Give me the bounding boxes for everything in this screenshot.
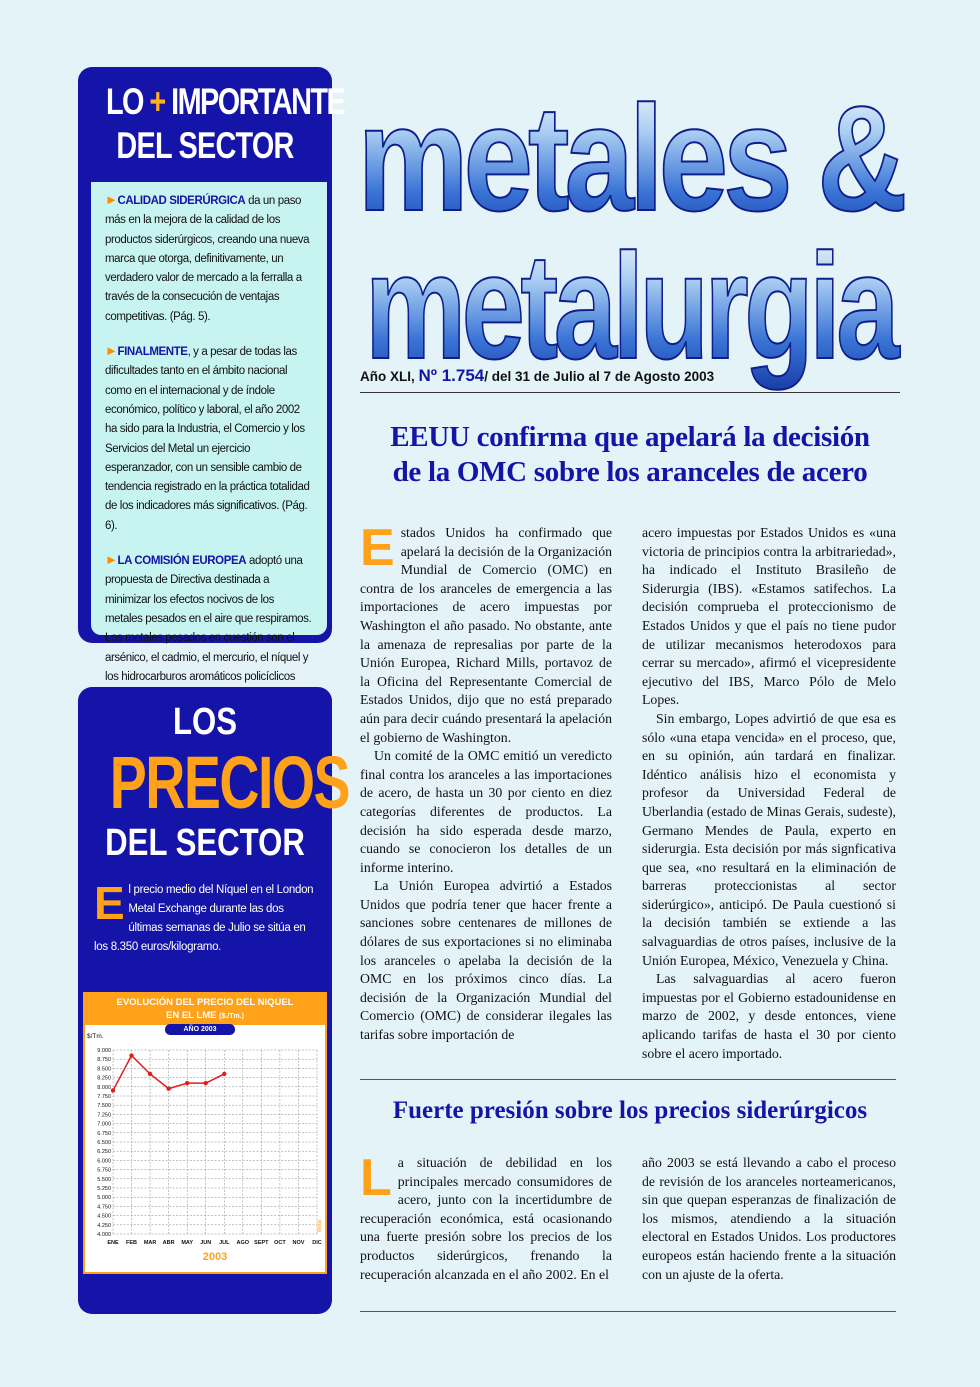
chart-title <box>85 994 325 1025</box>
issue-number: Nº 1.754 <box>418 366 485 385</box>
highlight-text: adoptó una propuesta de Directiva destinada a minimizar los efectos nocivos de los metales pesados en el aire que respiramos. Los metales pesados en cuestión son el arsénico, el cadmio, el mercurio, el níquel y los hidrocarburos aromáticos policíclicos <box>105 555 312 683</box>
y-tick-label: 5.000 <box>97 1195 111 1202</box>
chart-title-line1: EVOLUCIÓN DEL PRECIO DEL NIQUEL <box>116 997 294 1008</box>
drop-cap: E <box>360 519 395 577</box>
title-sector: DEL SECTOR <box>105 822 305 864</box>
y-tick-label: 6.500 <box>97 1140 111 1146</box>
title-part: LO <box>105 81 143 122</box>
paragraph: La Unión Europea advirtió a Estados Unidos que podría tener que hacer frente a sanciones sobre centenares de millones de dólares de sus exportaciones si no eliminaba los aranceles o apelaba la decisión de la OMC en los próximos cinco días. La decisión de la Organización Mundial del Comercio (OMC) de considerar ilegales las tarifas sobre importación de <box>360 878 612 1043</box>
title-precios: PRECIOS <box>109 741 350 824</box>
paragraph-text: a situación de debilidad en los principales mercado consumidores de acero, junto con la incertidumbre de recuperación económica, está ocasionando una fuerte presión sobre los precios de los productos siderúrgicos, frenando la recuperación alcanzada en el año 2002. En el <box>360 1155 612 1282</box>
drop-cap: L <box>360 1149 392 1207</box>
y-tick-label: 5.500 <box>97 1176 111 1183</box>
y-tick-label: 8.500 <box>97 1066 111 1073</box>
highlight-text: , y a pesar de todas las dificultades tanto en el ámbito nacional como en el internacional y de índole económico, político y laboral, el año 2002 ha sido para la Industria, el Comercio y los Servicios del Metal un ejercicio esperanzador, con un sensible cambio de tendencia registrado en la práctica totalidad de los indicadores más significativos. (Pág. 6). <box>105 346 310 532</box>
paragraph: año 2003 se está llevando a cabo el proceso de revisión de los aranceles norteamericanos, sin que quepan esperanzas de finalización de los mismos, atendiendo a la situación electoral en Estados Unidos. Los productores europeos están haciendo frente a la situación con un ajuste de la oferta. <box>642 1155 896 1282</box>
x-tick-label: JUL <box>219 1240 230 1246</box>
data-point <box>204 1081 208 1085</box>
y-tick-label: 6.250 <box>97 1149 111 1156</box>
sidebar-highlights-title <box>78 67 345 182</box>
y-tick-label: 8.250 <box>97 1075 111 1082</box>
paragraph: Sin embargo, Lopes advirtió de que esa es sólo «una etapa vencida» en el proceso, que, en su opinión, aún tardará en finalizar. Idéntico análisis hizo el economista y profesor da Universidad Federal de Uberlandia (estado de Minas Gerais, sudeste), Germano Mendes de Paula, experto en siderurgia. Esta decisión por más signficativa que sea, «no resultará en la eliminación de barreras proteccionistas al sector siderúrgico», anticipó. De Paula cuestionó si la decisión también se extiende a las salvaguardias de otros países, inclusive de la Unión Europea, México, Venezuela y China. <box>642 710 897 968</box>
chart-title-line2: EN EL LME <box>165 1010 217 1021</box>
y-tick-label: 9.000 <box>97 1048 111 1054</box>
y-tick-label: 4.000 <box>97 1232 111 1238</box>
headline-line2: de la OMC sobre los aranceles de acero <box>392 456 868 488</box>
y-tick-label: 6.750 <box>97 1130 111 1137</box>
highlight-item <box>105 550 313 706</box>
sidebar-prices <box>78 687 350 1314</box>
y-tick-label: 7.000 <box>97 1121 111 1128</box>
article1-headline <box>360 420 900 490</box>
title-los: LOS <box>172 701 238 743</box>
masthead-line2: metalurgia <box>365 222 901 390</box>
title-part: IMPORTANTE <box>171 81 345 122</box>
x-tick-label: NOV <box>292 1240 305 1246</box>
highlight-text: da un paso más en la mejora de la calidad de los productos siderúrgicos, creando una nueva marca que otorga, definitivamente, un verdadero valor de mercado a la ferralla a través de la consecución de ventajas competitivas. (Pág. 5). <box>105 195 310 323</box>
arrow-icon: ► <box>105 343 118 359</box>
nickel-price-chart <box>83 992 327 1274</box>
prices-body: l precio medio del Níquel en el London Metal Exchange durante las dos últimas semanas de Julio se sitúa en los 8.350 euros/kilogramo. <box>94 884 314 953</box>
paragraph: acero impuestas por Estados Unidos es «una victoria de principios contra la arbitrariedad», ha indicado el Instituto Brasileño de Siderurgia (IBS). «Estamos satifechos. La decisión comprueba el proteccionismo de Estados Unidos y que el país no tiene pudor de utilizar mecanismos heterodoxos para cerrar su mercado», afirmó el vicepresidente ejecutivo del IBS, Marco Pólo de Melo Lopes. <box>642 525 896 708</box>
masthead-line1: metales & <box>357 74 904 242</box>
plus-sign: + <box>149 81 165 122</box>
x-tick-label: ENE <box>107 1240 119 1246</box>
sidebar-highlights <box>78 67 345 683</box>
paragraph: Las salvaguardias al acero fueron impuestas por el Gobierno estadounidense en marzo de 2002, y desde entonces, viene aplicando tarifas de hasta el 30 por ciento sobre el acero importado. <box>642 971 896 1061</box>
x-tick-label: JUN <box>200 1240 212 1246</box>
y-tick-label: 8.000 <box>97 1084 111 1091</box>
chart-year-label: 2003 <box>202 1251 228 1263</box>
x-tick-label: FEB <box>126 1240 138 1246</box>
highlight-keyword: CALIDAD SIDERÚRGICA <box>117 195 246 207</box>
article2-column2 <box>642 1154 896 1284</box>
prices-text <box>78 865 332 957</box>
highlight-keyword: LA COMISIÓN EUROPEA <box>117 555 247 568</box>
highlight-keyword: FINALMENTE <box>117 346 188 359</box>
x-tick-label: DIC <box>312 1240 322 1246</box>
masthead-logo <box>350 74 910 390</box>
chart-plot <box>85 1024 325 1272</box>
y-tick-label: 4.250 <box>97 1222 111 1229</box>
y-tick-label: 5.250 <box>97 1186 111 1192</box>
y-tick-label: 7.750 <box>97 1094 111 1100</box>
x-tick-label: OCT <box>274 1240 286 1246</box>
data-point <box>222 1072 226 1076</box>
issue-date: / del 31 de Julio al 7 de Agosto 2003 <box>484 369 715 384</box>
y-tick-label: 6.000 <box>97 1158 111 1165</box>
chart-year-badge: AÑO 2003 <box>165 1024 235 1035</box>
issue-year: Año XLI, <box>360 369 419 384</box>
data-point <box>111 1088 115 1092</box>
data-point <box>185 1081 189 1085</box>
highlight-item <box>105 341 313 536</box>
article1-column2 <box>642 524 896 1063</box>
divider <box>360 1311 896 1312</box>
arrow-icon: ► <box>105 192 118 207</box>
arrow-icon: ► <box>105 552 118 568</box>
paragraph-text: stados Unidos ha confirmado que apelará la decisión de la Organización Mundial de Comercio (OMC) en contra de los aranceles de emergencia a las importaciones de acero impuestas por Washington el año pasado. No obstante, ante la amenaza de represalias por parte de la Unión Europea, Richard Mills, portavoz de la Oficina del Representante Comercial de Estados Unidos, dijo que no está preparado aún para decir cuándo presentará la apelación el gobierno de Washington. <box>360 525 612 745</box>
highlights-list <box>91 182 327 683</box>
x-tick-label: AGO <box>236 1240 250 1246</box>
article2-headline: Fuerte presión sobre los precios siderúrgicos <box>392 1097 868 1124</box>
paragraph: Un comité de la OMC emitió un veredicto final contra los aranceles a las importaciones de acero, de hasta un 30 por ciento en diez categorías diferentes de productos. La decisión ha sido esperada desde marzo, cuando se conocieron los detalles de un informe interino. <box>360 748 612 875</box>
x-tick-label: ABR <box>162 1240 175 1246</box>
drop-cap: E <box>94 877 125 929</box>
divider <box>360 1079 896 1080</box>
paragraph <box>360 1149 612 1284</box>
y-tick-label: 5.750 <box>97 1167 111 1174</box>
chart-unit: ($./Tm.) <box>219 1013 245 1020</box>
y-tick-label: 8.750 <box>97 1057 111 1064</box>
y-tick-label: 4.750 <box>97 1204 111 1211</box>
issue-line <box>360 366 900 393</box>
x-tick-label: MAY <box>181 1240 194 1246</box>
sidebar-prices-title <box>78 687 350 865</box>
y-axis-label: $/Tm. <box>87 1033 104 1040</box>
headline-line1: EEUU confirma que apelará la decisión <box>390 421 870 453</box>
y-tick-label: 7.500 <box>97 1103 111 1110</box>
article1-column1 <box>360 519 612 1045</box>
chart-watermark: Metal <box>317 1219 323 1232</box>
paragraph <box>360 519 612 747</box>
title-line2: DEL SECTOR <box>116 125 294 166</box>
y-tick-label: 7.250 <box>97 1112 111 1119</box>
data-point <box>148 1072 152 1076</box>
data-point <box>166 1086 170 1090</box>
x-tick-label: SEPT <box>254 1240 269 1246</box>
x-tick-label: MAR <box>143 1240 157 1246</box>
data-point <box>129 1053 133 1057</box>
highlight-item <box>105 190 313 327</box>
article2-column1 <box>360 1149 612 1284</box>
y-tick-label: 4.500 <box>97 1213 111 1220</box>
